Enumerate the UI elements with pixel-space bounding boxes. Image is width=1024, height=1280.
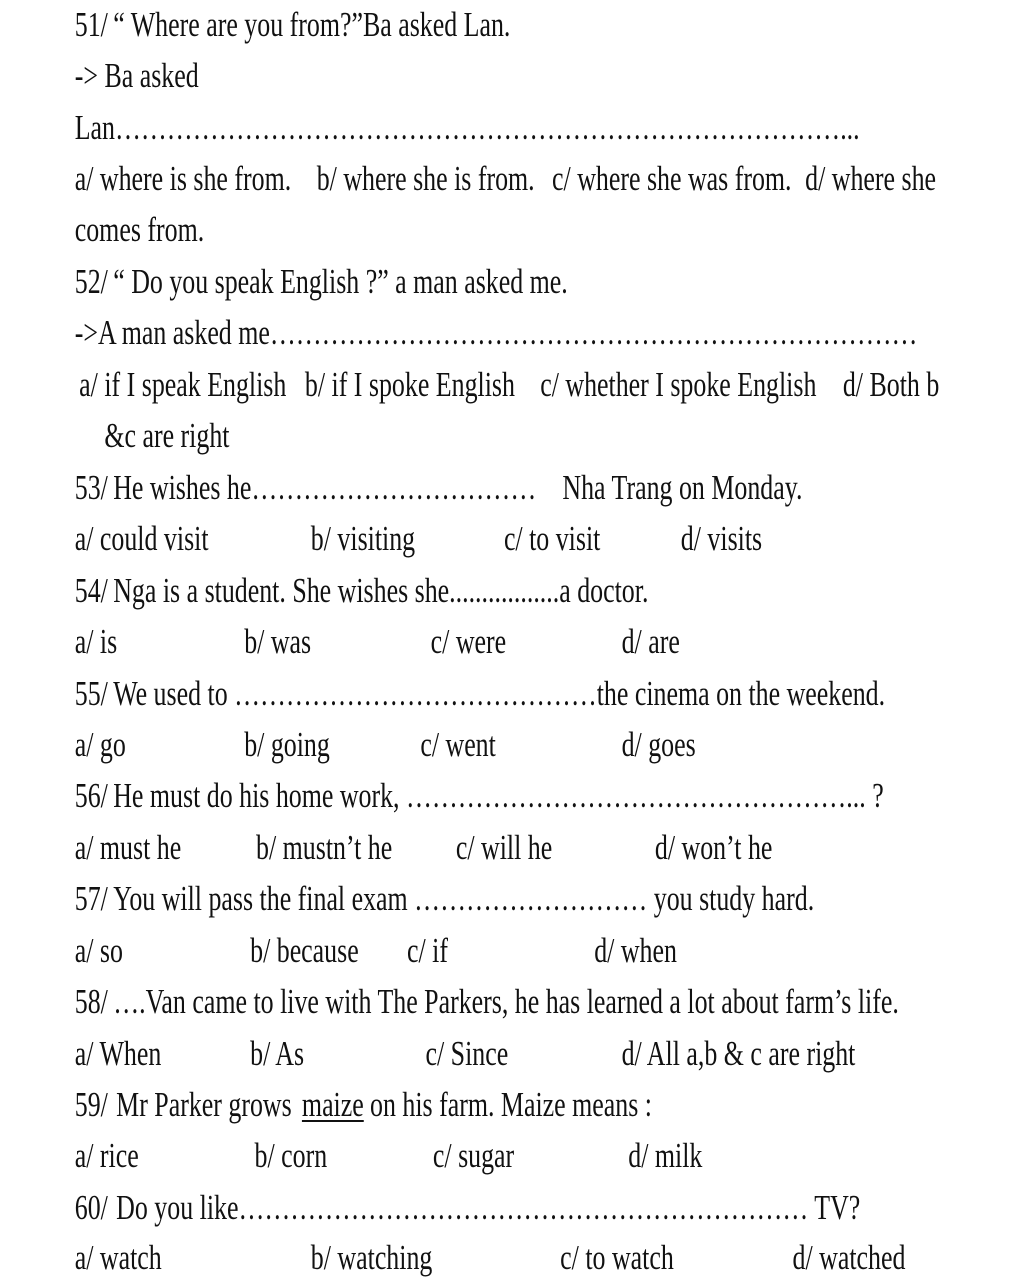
option-c: c/ to visit — [503, 519, 601, 558]
option-a: a/ must he — [74, 828, 182, 867]
option-c: c/ Since — [425, 1034, 509, 1073]
option-a: a/ watch — [74, 1238, 162, 1277]
option-d: d/ Both b — [842, 365, 940, 404]
option-a: a/ where is she from. — [74, 159, 292, 198]
question-text: Nga is a student. She wishes she.................a doctor. — [113, 571, 649, 610]
option-c: c/ will he — [455, 828, 553, 867]
option-c: c/ where she was from. — [552, 159, 792, 198]
question-text: He must do his home work, ……………………………………………... ? — [113, 776, 884, 815]
question-text: “ Where are you from?”Ba asked Lan. — [113, 5, 511, 44]
option-c: c/ went — [420, 725, 496, 764]
option-d: d/ goes — [621, 725, 696, 764]
question-number: 55/ — [74, 674, 108, 713]
option-a: a/ rice — [74, 1136, 139, 1175]
question-number: 51/ — [74, 5, 108, 44]
question-54-options — [0, 620, 758, 664]
option-c: c/ sugar — [432, 1136, 515, 1175]
option-a: a/ so — [74, 931, 123, 970]
question-51-stem — [0, 3, 758, 47]
option-d: d/ are — [621, 622, 680, 661]
question-58-stem — [0, 980, 899, 1024]
option-a: a/ could visit — [74, 519, 209, 558]
question-59-stem — [0, 1083, 758, 1127]
option-d: d/ won’t he — [654, 828, 773, 867]
option-d: d/ All a,b & c are right — [621, 1034, 856, 1073]
question-text: We used to ……………………………………the cinema on the weekend. — [113, 674, 886, 713]
option-continuation: comes from. — [74, 210, 205, 249]
option-b: b/ was — [244, 622, 312, 661]
question-53-stem — [0, 466, 803, 510]
option-c: c/ if — [407, 931, 448, 970]
option-b: b/ watching — [310, 1238, 433, 1277]
option-d: d/ watched — [792, 1238, 906, 1277]
answer-prompt: -> Ba asked — [74, 56, 199, 95]
option-b: b/ corn — [254, 1136, 328, 1175]
question-text-continued: Nha Trang on Monday. — [562, 468, 803, 507]
question-51-prompt — [0, 54, 758, 98]
option-d: d/ milk — [628, 1136, 703, 1175]
question-text: You will pass the final exam ……………………… you study hard. — [113, 879, 815, 918]
option-a: a/ When — [74, 1034, 162, 1073]
question-text: Do you like………………………………………………………… TV? — [116, 1188, 861, 1227]
question-text: Mr Parker grows — [116, 1085, 292, 1124]
question-54-stem — [0, 569, 758, 613]
question-52-options — [0, 363, 940, 407]
question-number: 54/ — [74, 571, 108, 610]
question-number: 52/ — [74, 262, 108, 301]
option-a: a/ go — [74, 725, 126, 764]
question-51-options-cont — [0, 208, 758, 252]
question-55-stem — [0, 672, 886, 716]
question-56-options — [0, 826, 773, 870]
question-56-stem — [0, 774, 884, 818]
question-51-options — [0, 157, 937, 201]
question-55-options — [0, 723, 758, 767]
question-58-options — [0, 1032, 856, 1076]
option-b: b/ where she is from. — [316, 159, 535, 198]
option-c: c/ were — [430, 622, 507, 661]
option-b: b/ visiting — [310, 519, 416, 558]
option-b: b/ mustn’t he — [256, 828, 393, 867]
option-a: a/ if I speak English — [79, 365, 287, 404]
question-59-options — [0, 1134, 758, 1178]
question-text-continued: on his farm. Maize means : — [370, 1085, 652, 1124]
underlined-word: maize — [301, 1085, 364, 1124]
question-52-options-cont — [0, 414, 758, 458]
question-number: 60/ — [74, 1188, 108, 1227]
question-number: 56/ — [74, 776, 108, 815]
question-number: 53/ — [74, 468, 108, 507]
answer-blank: Lan…………………………………………………………………………... — [74, 108, 860, 147]
option-b: b/ because — [250, 931, 359, 970]
option-b: b/ if I spoke English — [304, 365, 515, 404]
option-a: a/ is — [74, 622, 118, 661]
question-text: ….Van came to live with The Parkers, he has learned a lot about farm’s life. — [113, 982, 899, 1021]
option-c: c/ whether I spoke English — [540, 365, 817, 404]
question-60-stem — [0, 1186, 861, 1230]
option-d: d/ when — [594, 931, 677, 970]
answer-prompt: ->A man asked me………………………………………………………………… — [74, 313, 918, 352]
option-d: d/ where she — [805, 159, 937, 198]
question-52-stem — [0, 260, 758, 304]
question-text: “ Do you speak English ?” a man asked me. — [113, 262, 568, 301]
question-number: 58/ — [74, 982, 108, 1021]
question-text: He wishes he…………………………… — [113, 468, 537, 507]
question-number: 59/ — [74, 1085, 108, 1124]
option-b: b/ As — [250, 1034, 305, 1073]
question-57-options — [0, 929, 758, 973]
question-number: 57/ — [74, 879, 108, 918]
option-continuation: &c are right — [104, 416, 230, 455]
question-51-blank — [0, 106, 860, 150]
option-b: b/ going — [244, 725, 330, 764]
question-57-stem — [0, 877, 815, 921]
question-60-options — [0, 1236, 906, 1280]
option-c: c/ to watch — [560, 1238, 674, 1277]
option-d: d/ visits — [680, 519, 763, 558]
question-52-prompt — [0, 311, 918, 355]
question-53-options — [0, 517, 763, 561]
